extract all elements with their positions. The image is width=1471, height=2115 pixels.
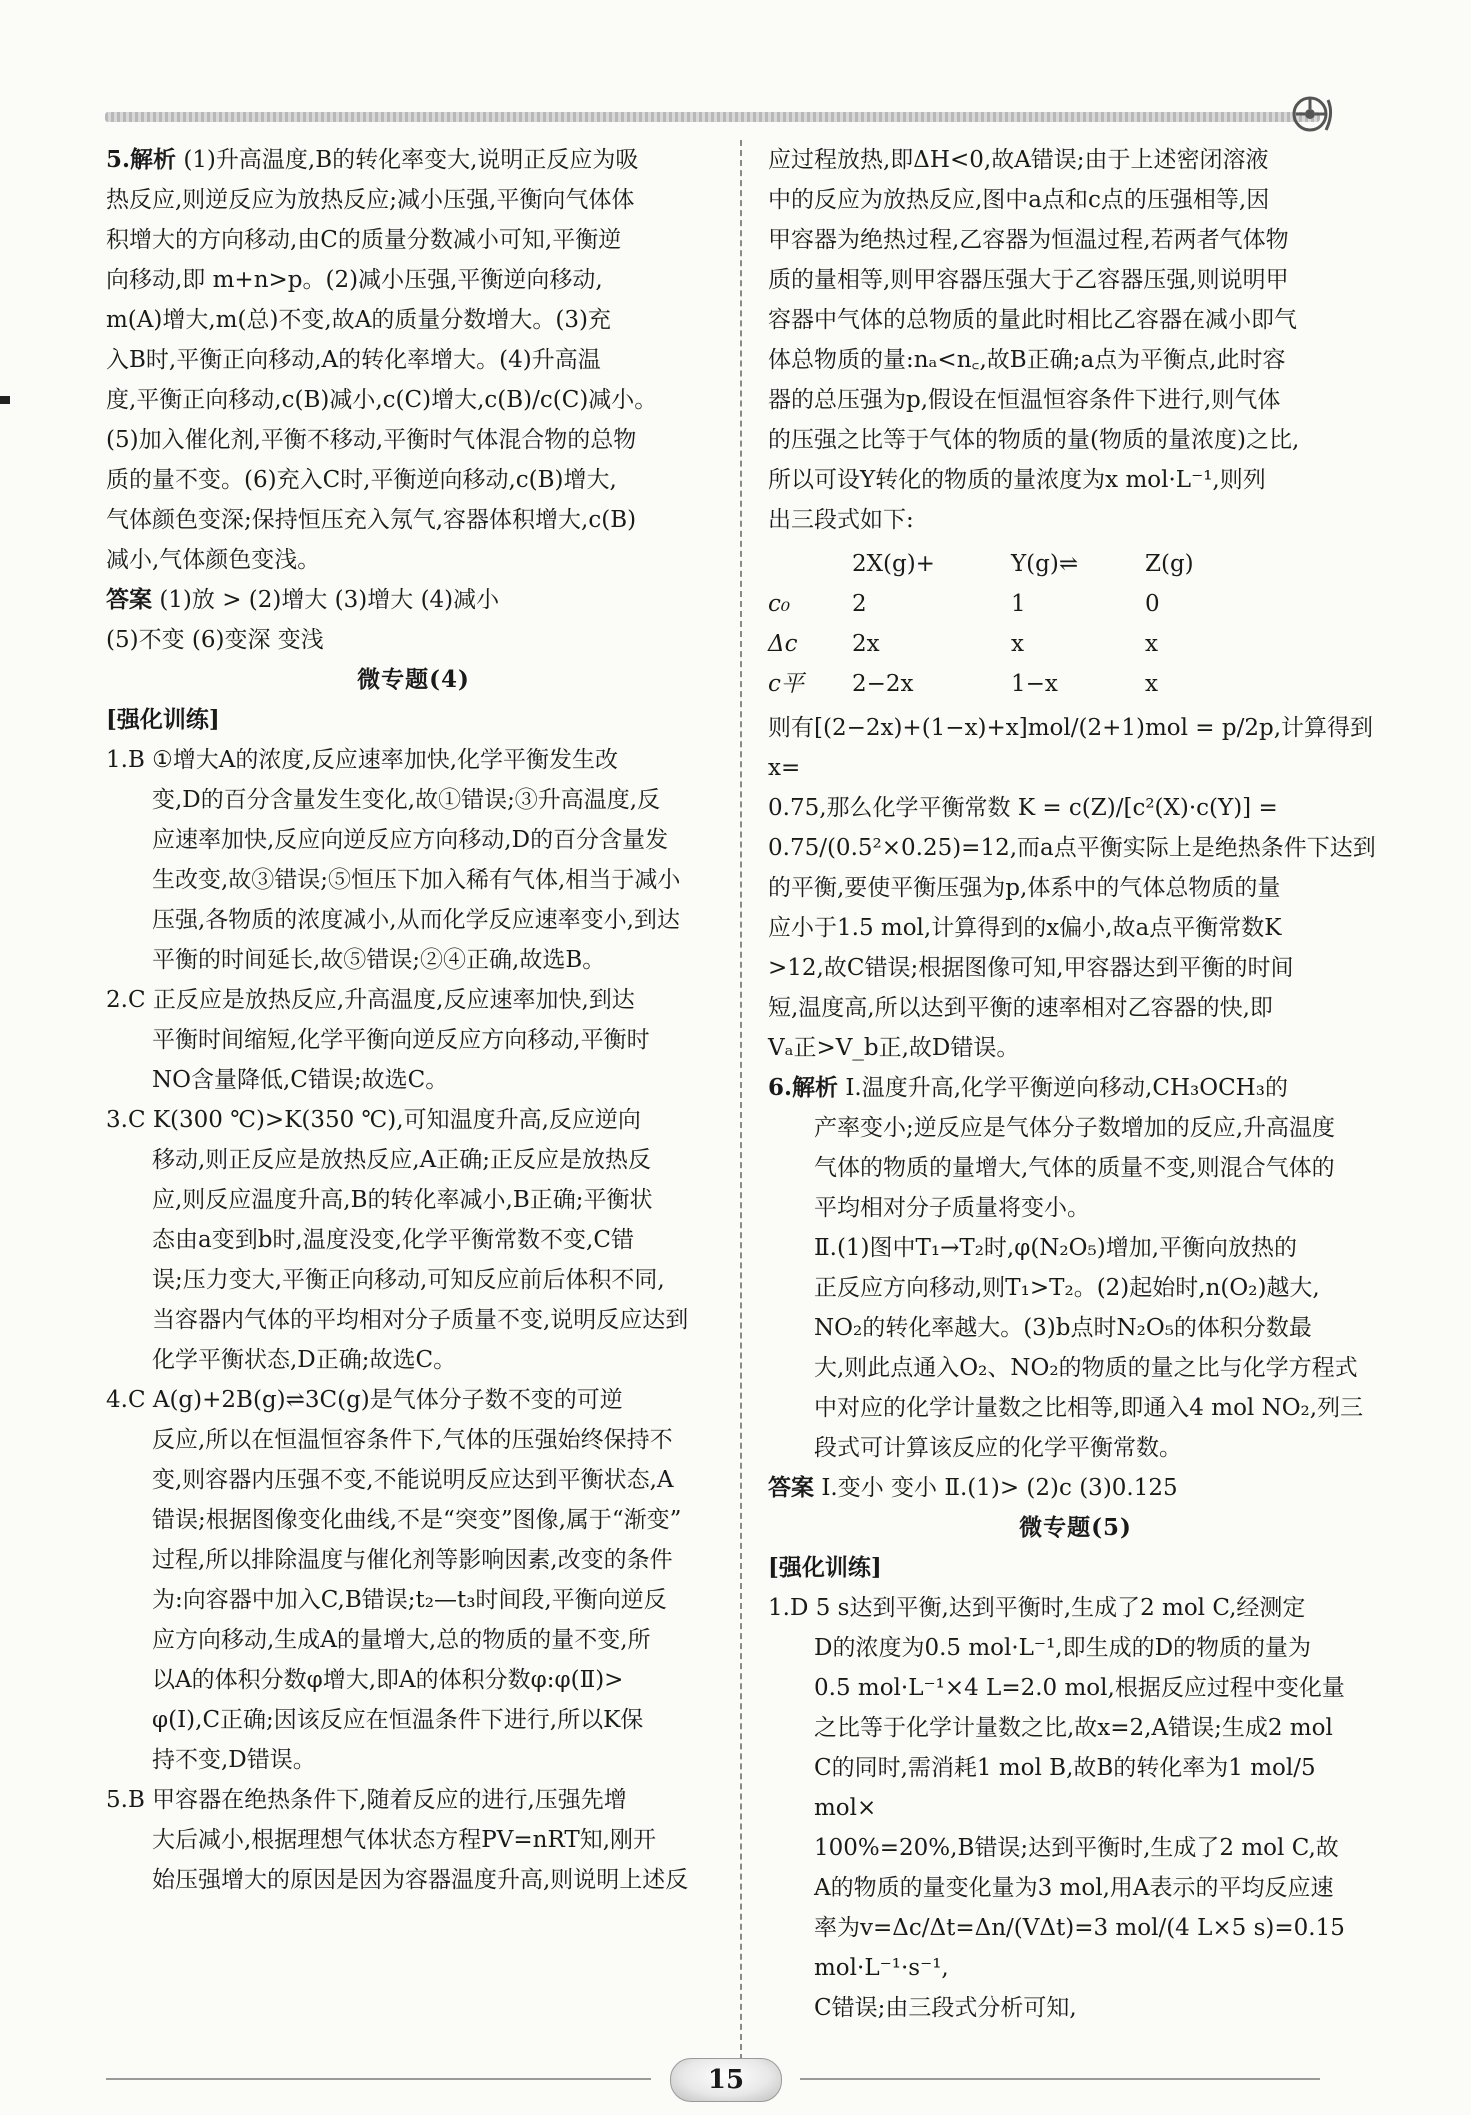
- scan-edge-mark: [0, 396, 10, 404]
- q5-label: 5.解析: [106, 146, 177, 173]
- footer-rule-right: [800, 2078, 1320, 2080]
- q6-line: 大,则此点通入O₂、NO₂的物质的量之比与化学方程式: [814, 1355, 1358, 1381]
- item-line: 率为v=Δc/Δt=Δn/(VΔt)=3 mol/(4 L×5 s)=0.15 mol·L⁻¹·s⁻¹,: [814, 1915, 1345, 1981]
- text-line: 甲容器为绝热过程,乙容器为恒温过程,若两者气体物: [768, 227, 1289, 253]
- item-line: 生改变,故③错误;⑤恒压下加入稀有气体,相当于减小: [152, 867, 681, 893]
- section-heading-4: 微专题(4): [357, 666, 470, 693]
- q6-line: NO₂的转化率越大。(3)b点时N₂O₅的体积分数最: [814, 1315, 1312, 1341]
- answer-label: 答案: [768, 1474, 814, 1501]
- q5-line: 入B时,平衡正向移动,A的转化率增大。(4)升高温: [106, 347, 601, 373]
- item-line: 0.5 mol·L⁻¹×4 L=2.0 mol,根据反应过程中变化量: [814, 1675, 1345, 1701]
- item-line: 应方向移动,生成A的量增大,总的物质的量不变,所: [152, 1627, 651, 1653]
- q5-line: (1)升高温度,B的转化率变大,说明正反应为吸: [183, 147, 639, 173]
- item-line: φ(Ⅰ),C正确;因该反应在恒温条件下进行,所以K保: [152, 1707, 644, 1733]
- header-rule: [105, 112, 1320, 122]
- q5-line: 气体颜色变深;保持恒压充入氖气,容器体积增大,c(B): [106, 507, 637, 533]
- row-label: Δc: [768, 631, 798, 657]
- left-column: [106, 140, 721, 1900]
- q5-line: 向移动,即 m+n>p。(2)减小压强,平衡逆向移动,: [106, 267, 603, 293]
- table-cell: x: [1011, 631, 1024, 657]
- eq-cell: Y(g)⇌: [1011, 551, 1079, 577]
- q5-line: 减小,气体颜色变浅。: [106, 547, 321, 573]
- text-line: 体总物质的量:nₐ<n꜀,故B正确;a点为平衡点,此时容: [768, 347, 1286, 373]
- q5-line: (5)加入催化剂,平衡不移动,平衡时气体混合物的总物: [106, 427, 637, 453]
- table-cell: x: [1145, 671, 1158, 697]
- eq-cell: Z(g): [1145, 551, 1194, 577]
- item-line: 之比等于化学计量数之比,故x=2,A错误;生成2 mol: [814, 1715, 1333, 1741]
- item-line: 应,则反应温度升高,B的转化率减小,B正确;平衡状: [152, 1187, 653, 1213]
- table-cell: 2−2x: [852, 671, 914, 697]
- item-line: NO含量降低,C错误;故选C。: [152, 1067, 449, 1093]
- item-line: 压强,各物质的浓度减小,从而化学反应速率变小,到达: [152, 907, 680, 933]
- training-label: [强化训练]: [768, 1554, 882, 1581]
- q5-line: 度,平衡正向移动,c(B)减小,c(C)增大,c(B)/c(C)减小。: [106, 387, 658, 413]
- item-line: 平衡时间缩短,化学平衡向逆反应方向移动,平衡时: [152, 1027, 650, 1053]
- q6-line: 段式可计算该反应的化学平衡常数。: [814, 1435, 1182, 1461]
- item-line: 误;压力变大,平衡正向移动,可知反应前后体积不同,: [152, 1267, 665, 1293]
- item-line: 变,D的百分含量发生变化,故①错误;③升高温度,反: [152, 787, 661, 813]
- equation-row: [768, 544, 1208, 584]
- item-line: 100%=20%,B错误;达到平衡时,生成了2 mol C,故: [814, 1835, 1339, 1861]
- text-line: 的压强之比等于气体的物质的量(物质的量浓度)之比,: [768, 427, 1300, 453]
- q5-answer: [106, 580, 721, 620]
- text-line: 出三段式如下:: [768, 507, 914, 533]
- text-line: 质的量相等,则甲容器压强大于乙容器压强,则说明甲: [768, 267, 1289, 293]
- item-line: 以A的体积分数φ增大,即A的体积分数φ:φ(Ⅱ)>: [152, 1667, 624, 1693]
- q5-line: 积增大的方向移动,由C的质量分数减小可知,平衡逆: [106, 227, 622, 253]
- answer-text: Ⅰ.变小 变小 Ⅱ.(1)> (2)c (3)0.125: [821, 1475, 1178, 1501]
- item-line: 为:向容器中加入C,B错误;t₂—t₃时间段,平衡向逆反: [152, 1587, 667, 1613]
- q6-label: 6.解析: [768, 1074, 839, 1101]
- q6-line: 产率变小;逆反应是气体分子数增加的反应,升高温度: [814, 1115, 1336, 1141]
- item-line: 4.C A(g)+2B(g)⇌3C(g)是气体分子数不变的可逆: [106, 1387, 623, 1413]
- item-line: 反应,所以在恒温恒容条件下,气体的压强始终保持不: [152, 1427, 673, 1453]
- table-row: [768, 664, 1208, 704]
- eq-cell: 2X(g)+: [852, 551, 935, 577]
- row-label: c平: [768, 671, 804, 697]
- item-line: 5.B 甲容器在绝热条件下,随着反应的进行,压强先增: [106, 1787, 627, 1813]
- item-line: 平衡的时间延长,故⑤错误;②④正确,故选B。: [152, 947, 606, 973]
- table-row: [768, 584, 1208, 624]
- text-line: Vₐ正>V_b正,故D错误。: [768, 1035, 1020, 1061]
- item-line: C错误;由三段式分析可知,: [814, 1995, 1077, 2021]
- item-line: 大后减小,根据理想气体状态方程PV=nRT知,刚开: [152, 1827, 657, 1853]
- footer-rule-left: [106, 2078, 651, 2080]
- q5-line: m(A)增大,m(总)不变,故A的质量分数增大。(3)充: [106, 307, 611, 333]
- q6-analysis: [768, 1068, 1383, 1108]
- three-stage-table: [768, 544, 1208, 704]
- item-line: C的同时,需消耗1 mol B,故B的转化率为1 mol/5 mol×: [814, 1755, 1316, 1821]
- column-divider: [740, 140, 742, 2070]
- q6-line: Ⅱ.(1)图中T₁→T₂时,φ(N₂O₅)增加,平衡向放热的: [814, 1235, 1298, 1261]
- eq-cell: [768, 544, 852, 584]
- q6-answer: [768, 1468, 1383, 1508]
- q5-analysis: [106, 140, 721, 180]
- answer-line: (1)放 > (2)增大 (3)增大 (4)减小: [159, 587, 500, 613]
- page-number: 15: [670, 2058, 782, 2102]
- table-cell: 2: [852, 591, 867, 617]
- text-line: 所以可设Y转化的物质的量浓度为x mol·L⁻¹,则列: [768, 467, 1266, 493]
- table-cell: x: [1145, 631, 1158, 657]
- answer-line: (5)不变 (6)变深 变浅: [106, 627, 324, 653]
- item-line: 态由a变到b时,温度没变,化学平衡常数不变,C错: [152, 1227, 634, 1253]
- q6-line: Ⅰ.温度升高,化学平衡逆向移动,CH₃OCH₃的: [845, 1075, 1288, 1101]
- section-heading-5: 微专题(5): [1019, 1514, 1132, 1541]
- item-line: 移动,则正反应是放热反应,A正确;正反应是放热反: [152, 1147, 651, 1173]
- item-line: 1.D 5 s达到平衡,达到平衡时,生成了2 mol C,经测定: [768, 1595, 1306, 1621]
- q5-line: 质的量不变。(6)充入C时,平衡逆向移动,c(B)增大,: [106, 467, 617, 493]
- item-line: 化学平衡状态,D正确;故选C。: [152, 1347, 457, 1373]
- table-cell: 1: [1011, 591, 1026, 617]
- item-line: 变,则容器内压强不变,不能说明反应达到平衡状态,A: [152, 1467, 674, 1493]
- book-logo-icon: [1290, 92, 1334, 136]
- table-row: [768, 624, 1208, 664]
- q6-line: 气体的物质的量增大,气体的质量不变,则混合气体的: [814, 1155, 1335, 1181]
- item-line: 2.C 正反应是放热反应,升高温度,反应速率加快,到达: [106, 987, 635, 1013]
- q5-line: 热反应,则逆反应为放热反应;减小压强,平衡向气体体: [106, 187, 635, 213]
- text-line: 应过程放热,即ΔH<0,故A错误;由于上述密闭溶液: [768, 147, 1269, 173]
- q6-line: 平均相对分子质量将变小。: [814, 1195, 1090, 1221]
- training-label: [强化训练]: [106, 706, 220, 733]
- item-line: 持不变,D错误。: [152, 1747, 316, 1773]
- text-line: >12,故C错误;根据图像可知,甲容器达到平衡的时间: [768, 955, 1294, 981]
- item-line: 当容器内气体的平均相对分子质量不变,说明反应达到: [152, 1307, 689, 1333]
- text-line: 0.75/(0.5²×0.25)=12,而a点平衡实际上是绝热条件下达到: [768, 835, 1376, 861]
- q6-line: 中对应的化学计量数之比相等,即通入4 mol NO₂,列三: [814, 1395, 1364, 1421]
- text-line: 短,温度高,所以达到平衡的速率相对乙容器的快,即: [768, 995, 1273, 1021]
- item-line: 3.C K(300 ℃)>K(350 ℃),可知温度升高,反应逆向: [106, 1107, 641, 1133]
- text-line: 中的反应为放热反应,图中a点和c点的压强相等,因: [768, 187, 1270, 213]
- item-line: 始压强增大的原因是因为容器温度升高,则说明上述反: [152, 1867, 689, 1893]
- table-cell: 0: [1145, 591, 1160, 617]
- text-line: 0.75,那么化学平衡常数 K = c(Z)/[c²(X)·c(Y)] =: [768, 795, 1278, 821]
- row-label: c₀: [768, 591, 791, 617]
- item-line: D的浓度为0.5 mol·L⁻¹,即生成的D的物质的量为: [814, 1635, 1312, 1661]
- text-line: 应小于1.5 mol,计算得到的x偏小,故a点平衡常数K: [768, 915, 1282, 941]
- item-line: 过程,所以排除温度与催化剂等影响因素,改变的条件: [152, 1547, 673, 1573]
- text-line: 则有[(2−2x)+(1−x)+x]mol/(2+1)mol = p/2p,计算得到 x=: [768, 715, 1374, 781]
- item-line: 错误;根据图像变化曲线,不是“突变”图像,属于“渐变”: [152, 1507, 682, 1533]
- text-line: 容器中气体的总物质的量此时相比乙容器在减小即气: [768, 307, 1297, 333]
- table-cell: 1−x: [1011, 671, 1058, 697]
- item-line: A的物质的量变化量为3 mol,用A表示的平均反应速: [814, 1875, 1334, 1901]
- q6-line: 正反应方向移动,则T₁>T₂。(2)起始时,n(O₂)越大,: [814, 1275, 1320, 1301]
- text-line: 器的总压强为p,假设在恒温恒容条件下进行,则气体: [768, 387, 1281, 413]
- answer-label: 答案: [106, 586, 152, 613]
- text-line: 的平衡,要使平衡压强为p,体系中的气体总物质的量: [768, 875, 1281, 901]
- table-cell: 2x: [852, 631, 880, 657]
- item-line: 应速率加快,反应向逆反应方向移动,D的百分含量发: [152, 827, 669, 853]
- item-line: 1.B ①增大A的浓度,反应速率加快,化学平衡发生改: [106, 747, 619, 773]
- right-column: [768, 140, 1383, 2028]
